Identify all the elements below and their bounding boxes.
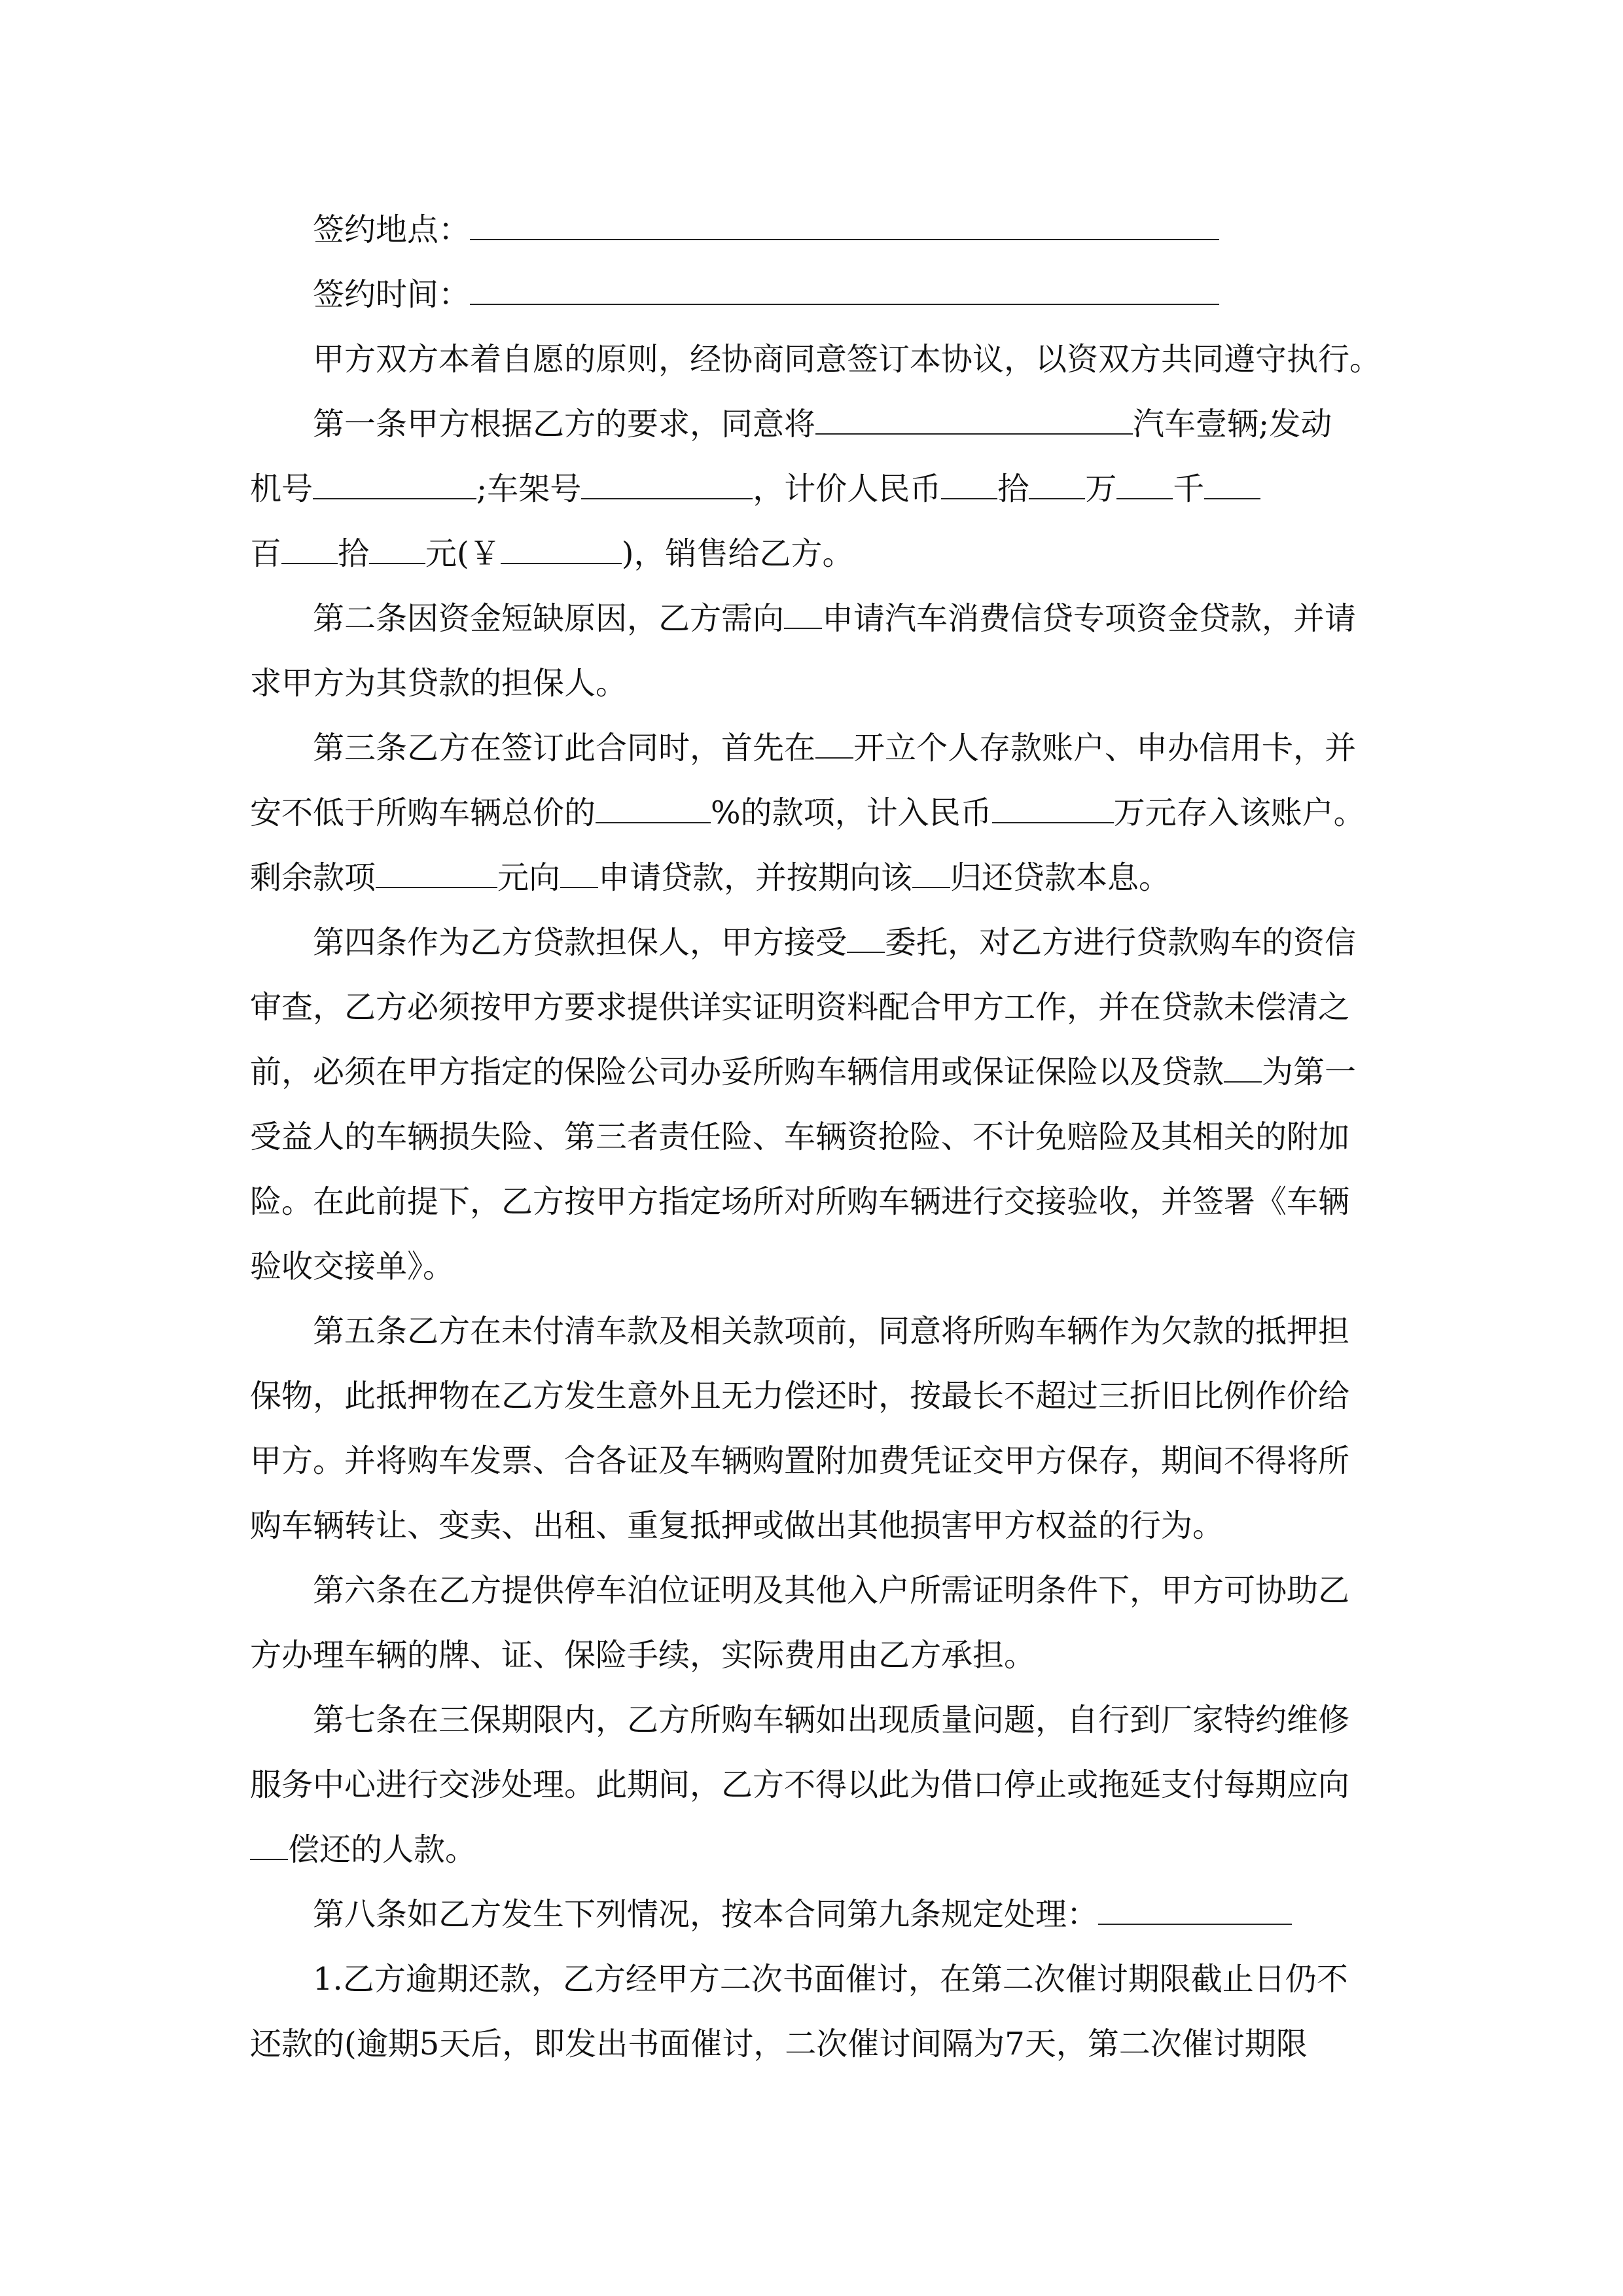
bank-blank (1224, 1045, 1262, 1083)
article-7-line-2: 服务中心进行交涉处理。此期间，乙方不得以此为借口停止或拖延支付每期应向 (250, 1767, 1350, 1803)
article-3-text: 归还贷款本息。 (950, 859, 1171, 896)
sign-place-blank (470, 202, 1219, 240)
article-3-text: 开立个人存款账户、申办信用卡，并 (853, 730, 1357, 766)
article-1-text: 第一条甲方根据乙方的要求，同意将 (313, 406, 816, 442)
article-1-text: )，销售给乙方。 (621, 535, 854, 572)
frame-number-blank (581, 461, 753, 499)
car-model-blank (815, 397, 1133, 435)
article-4-text: 前，必须在甲方指定的保险公司办妥所购车辆信用或保证保险以及贷款 (250, 1054, 1224, 1090)
article-1-text: 机号 (250, 471, 313, 507)
intro-paragraph: 甲方双方本着自愿的原则，经协商同意签订本协议，以资双方共同遵守执行。 (313, 341, 1382, 378)
article-3-line-2 (250, 781, 1389, 846)
article-3-line-3 (250, 846, 1389, 910)
amount-blank (992, 785, 1114, 823)
article-8-item-1-line-2: 还款的(逾期5天后，即发出书面催讨，二次催讨间隔为7天，第二次催讨期限 (250, 2026, 1308, 2062)
article-3-text: %的款项，计入民币 (711, 795, 992, 831)
article-8-blank (1098, 1887, 1292, 1925)
article-1-text: 拾 (997, 471, 1029, 507)
contract-body (250, 198, 1389, 2077)
article-7-text: 偿还的人款。 (288, 1831, 477, 1868)
bank-blank (560, 850, 598, 888)
article-3-text: 安不低于所购车辆总价的 (250, 795, 596, 831)
sign-place-label: 签约地点： (313, 211, 471, 248)
price-blank (1116, 461, 1173, 499)
article-1-text: 万 (1085, 471, 1117, 507)
sign-time-line (250, 262, 1389, 327)
article-5-line-3: 甲方。并将购车发票、合各证及车辆购置附加费凭证交甲方保存，期间不得将所 (250, 1443, 1350, 1479)
article-7-line-1: 第七条在三保期限内，乙方所购车辆如出现质量问题，自行到厂家特约维修 (313, 1702, 1350, 1738)
article-5-line-1: 第五条乙方在未付清车款及相关款项前，同意将所购车辆作为欠款的抵押担 (313, 1313, 1350, 1350)
price-blank (941, 461, 997, 499)
bank-blank (912, 850, 950, 888)
article-5-line-4: 购车辆转让、变卖、出租、重复抵押或做出其他损害甲方权益的行为。 (250, 1507, 1224, 1544)
article-3-line-1 (250, 716, 1389, 781)
article-4-text: 第四条作为乙方贷款担保人，甲方接受 (313, 924, 847, 961)
article-8-text: 第八条如乙方发生下列情况，按本合同第九条规定处理： (313, 1896, 1099, 1933)
article-8-item-1-line-1: 1.乙方逾期还款，乙方经甲方二次书面催讨，在第二次催讨期限截止日仍不 (313, 1961, 1348, 1998)
article-1-text: 元(￥ (425, 535, 501, 572)
price-blank (1204, 461, 1260, 499)
article-3-text: 万元存入该账户。 (1113, 795, 1365, 831)
article-1-text: ;车架号 (476, 471, 582, 507)
article-3-text: 第三条乙方在签订此合同时，首先在 (313, 730, 816, 766)
article-7-line-3 (250, 1818, 1389, 1882)
article-3-text: 申请贷款，并按期向该 (598, 859, 913, 896)
percent-blank (596, 785, 711, 823)
article-4-line-3 (250, 1040, 1389, 1105)
price-blank (369, 526, 425, 564)
article-1-text: 拾 (338, 535, 370, 572)
price-blank (1029, 461, 1085, 499)
article-1-line-2 (250, 457, 1389, 522)
article-3-text: 元向 (497, 859, 561, 896)
article-4-text: 为第一 (1262, 1054, 1357, 1090)
article-6-line-1: 第六条在乙方提供停车泊位证明及其他入户所需证明条件下，甲方可协助乙 (313, 1572, 1350, 1609)
bank-blank (815, 721, 853, 759)
article-4-line-6: 验收交接单》。 (250, 1248, 455, 1285)
article-5-line-2: 保物，此抵押物在乙方发生意外且无力偿还时，按最长不超过三折旧比例作价给 (250, 1378, 1350, 1414)
article-2-text: 申请汽车消费信贷专项资金贷款，并请 (822, 600, 1357, 637)
article-4-line-5: 险。在此前提下，乙方按甲方指定场所对所购车辆进行交接验收，并签署《车辆 (250, 1183, 1350, 1220)
price-yen-blank (501, 526, 622, 564)
article-1-text: 百 (250, 535, 282, 572)
article-8-line-1 (250, 1882, 1389, 1947)
sign-place-line (250, 198, 1389, 262)
article-2-line-2: 求甲方为其贷款的担保人。 (250, 665, 628, 702)
engine-number-blank (313, 461, 476, 499)
article-4-line-2: 审查，乙方必须按甲方要求提供详实证明资料配合甲方工作，并在贷款未偿清之 (250, 989, 1350, 1026)
bank-blank (847, 915, 885, 953)
article-3-text: 剩余款项 (250, 859, 376, 896)
article-4-line-1 (250, 910, 1389, 975)
article-2-text: 第二条因资金短缺原因，乙方需向 (313, 600, 785, 637)
remaining-amount-blank (376, 850, 497, 888)
article-1-text: ，计价人民币 (753, 471, 942, 507)
article-6-line-2: 方办理车辆的牌、证、保险手续，实际费用由乙方承担。 (250, 1637, 1036, 1674)
article-1-text: 千 (1173, 471, 1205, 507)
sign-time-label: 签约时间： (313, 276, 471, 313)
bank-blank (784, 591, 822, 629)
sign-time-blank (470, 267, 1219, 305)
price-blank (281, 526, 338, 564)
article-1-line-1 (250, 392, 1389, 457)
article-1-line-3 (250, 522, 1389, 586)
article-4-line-4: 受益人的车辆损失险、第三者责任险、车辆资抢险、不计免赔险及其相关的附加 (250, 1119, 1350, 1155)
bank-blank (250, 1822, 288, 1860)
article-2-line-1 (250, 586, 1389, 651)
article-4-text: 委托，对乙方进行贷款购车的资信 (885, 924, 1357, 961)
article-1-text: 汽车壹辆;发动 (1133, 406, 1332, 442)
